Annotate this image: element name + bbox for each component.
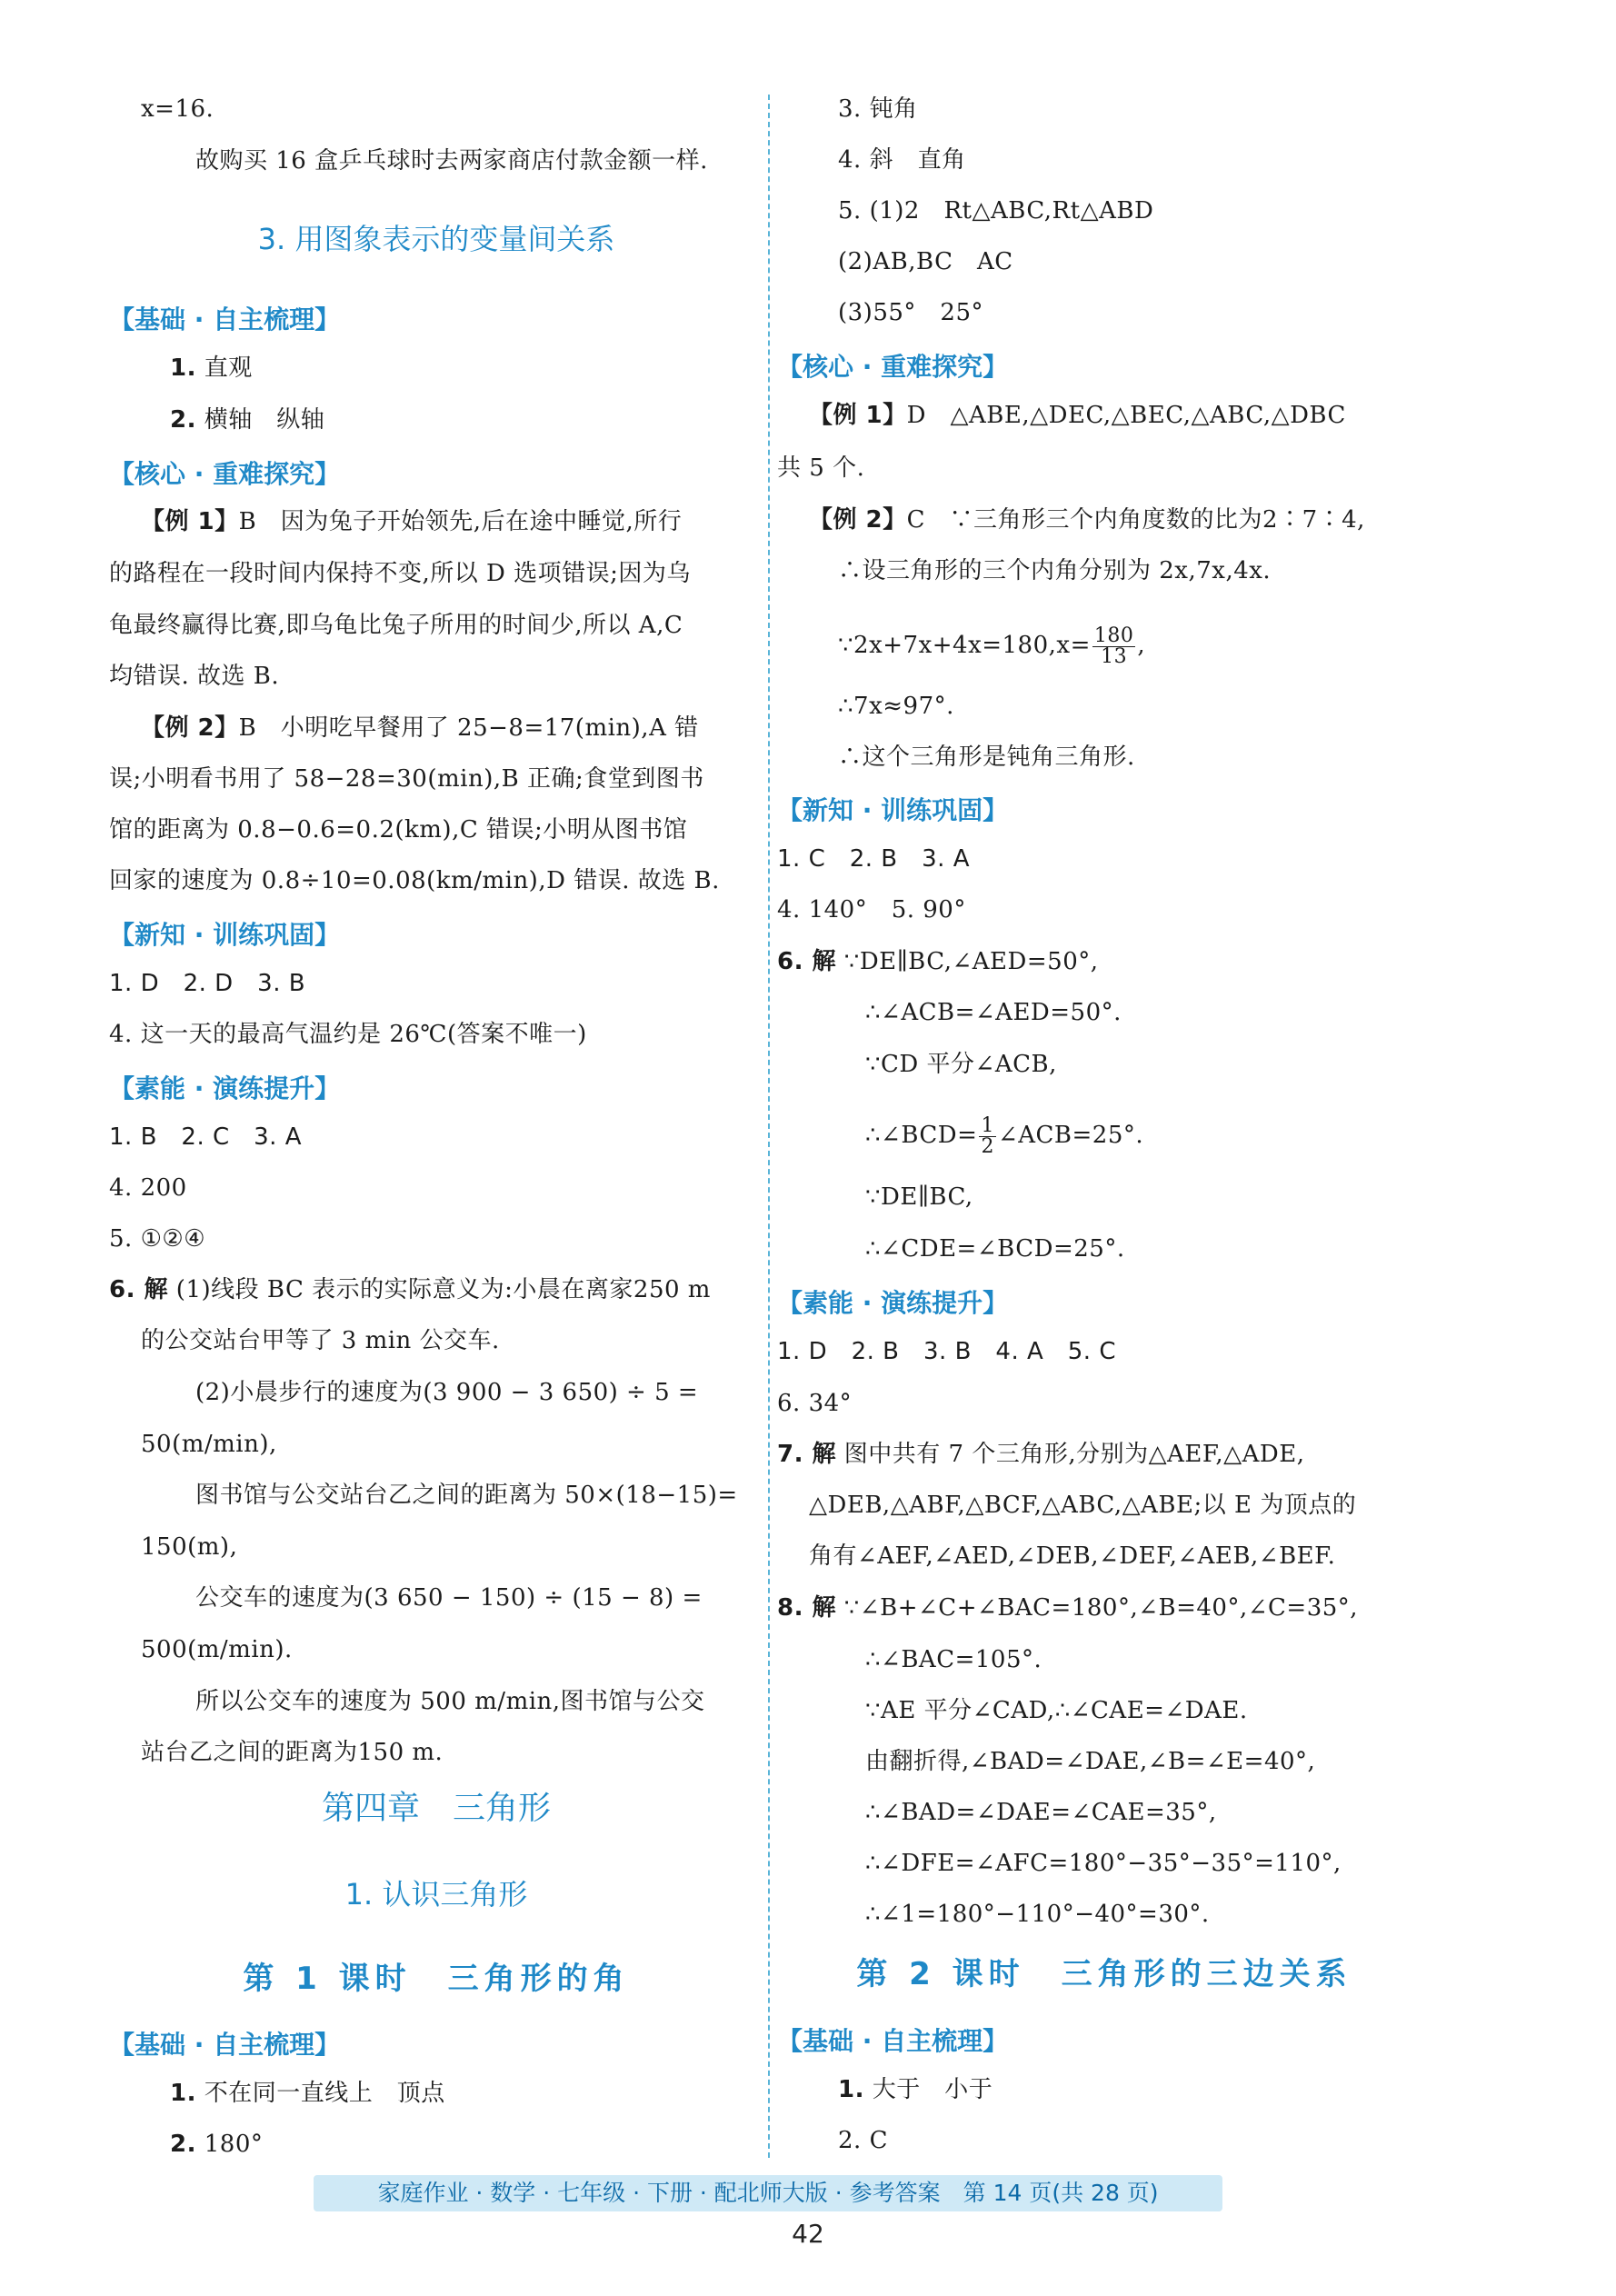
text-line: ∴∠ACB=∠AED=50°. — [865, 999, 1122, 1026]
example-text: C ∵三角形三个内角度数的比为2∶7∶4, — [906, 506, 1365, 534]
example-text: B 因为兔子开始领先,后在途中睡觉,所行 — [238, 508, 683, 535]
answer-line — [109, 1275, 711, 1304]
example-text: D △ABE,△DEC,△BEC,△ABC,△DBC — [906, 402, 1346, 429]
column-divider — [768, 95, 770, 2158]
text-line: 所以公交车的速度为 500 m/min,图书馆与公交 — [195, 1688, 705, 1715]
answer-line: 5. (1)2 Rt△ABC,Rt△ABD — [838, 197, 1154, 225]
text-line: 150(m), — [141, 1533, 238, 1561]
answer-line: 4. 斜 直角 — [838, 146, 966, 174]
fraction-numerator: 1 — [981, 1113, 994, 1137]
text-line: ∴∠BAD=∠DAE=∠CAE=35°, — [865, 1799, 1217, 1826]
answer-line: 4. 这一天的最高气温约是 26℃(答案不唯一) — [109, 1021, 587, 1048]
answer-text: (1)线段 BC 表示的实际意义为:小晨在离家250 m — [168, 1276, 711, 1303]
answer-line — [777, 947, 1099, 976]
answer-line: 1. D 2. B 3. B 4. A 5. C — [777, 1338, 1116, 1365]
text-line: 图书馆与公交站台乙之间的距离为 50×(18−15)= — [195, 1482, 738, 1509]
fraction — [979, 1113, 996, 1158]
equation-text: , — [1137, 632, 1146, 659]
text-line: 共 5 个. — [777, 454, 865, 482]
answer-line: 5. ①②④ — [109, 1225, 205, 1253]
text-line: 站台乙之间的距离为150 m. — [141, 1739, 444, 1766]
answer-line: 6. 34° — [777, 1390, 853, 1417]
text-line: △DEB,△ABF,△BCF,△ABC,△ABE;以 E 为顶点的 — [809, 1492, 1357, 1519]
text-line: 龟最终赢得比赛,即乌龟比兔子所用的时间少,所以 A,C — [109, 612, 683, 639]
item-number: 6. 解 — [777, 948, 837, 975]
text-line: 故购买 16 盒乒乓球时去两家商店付款金额一样. — [195, 147, 708, 175]
item-number: 2. — [170, 406, 196, 434]
text-line: 馆的距离为 0.8−0.6=0.2(km),C 错误;小明从图书馆 — [109, 816, 688, 844]
section-header-hexin: 【核心 · 重难探究】 — [777, 352, 1009, 382]
text-line: ∴∠CDE=∠BCD=25°. — [865, 1235, 1125, 1263]
text-line: x=16. — [141, 95, 214, 123]
section-header-xinzhi: 【新知 · 训练巩固】 — [777, 795, 1009, 825]
section-header-xinzhi: 【新知 · 训练巩固】 — [109, 920, 341, 950]
text-line: 500(m/min). — [141, 1636, 293, 1663]
item-number: 2. — [170, 2131, 196, 2158]
text-line: 误;小明看书用了 58−28=30(min),B 正确;食堂到图书 — [109, 765, 704, 793]
text-line: (2)小晨步行的速度为(3 900 − 3 650) ÷ 5 = — [195, 1379, 699, 1406]
text-line: 由翻折得,∠BAD=∠DAE,∠B=∠E=40°, — [865, 1748, 1316, 1775]
example-line — [141, 714, 699, 743]
text-line: 角有∠AEF,∠AED,∠DEB,∠DEF,∠AEB,∠BEF. — [809, 1542, 1336, 1570]
answer-line: 3. 钝角 — [838, 95, 918, 123]
answer-line — [777, 1440, 1305, 1469]
text-line: ∵CD 平分∠ACB, — [865, 1051, 1057, 1078]
answer-line: 4. 140° 5. 90° — [777, 896, 966, 923]
fraction — [1092, 626, 1136, 667]
text-line: 回家的速度为 0.8÷10=0.08(km/min),D 错误. 故选 B. — [109, 867, 720, 894]
answer-line: 1. D 2. D 3. B — [109, 970, 306, 997]
text-line: ∴∠1=180°−110°−40°=30°. — [865, 1901, 1210, 1928]
answer-text: 图中共有 7 个三角形,分别为△AEF,△ADE, — [836, 1441, 1305, 1468]
section-header-hexin: 【核心 · 重难探究】 — [109, 459, 341, 489]
answer-text: ∵∠B+∠C+∠BAC=180°,∠B=40°,∠C=35°, — [836, 1594, 1359, 1622]
answer-line — [170, 354, 253, 383]
answer-line: 1. C 2. B 3. A — [777, 845, 970, 873]
lesson-title: 第 1 课时 三角形的角 — [243, 1961, 630, 1997]
text-line: 公交车的速度为(3 650 − 150) ÷ (15 − 8) = — [195, 1584, 703, 1612]
answer-line: 2. C — [838, 2127, 888, 2154]
text-line: ∵AE 平分∠CAD,∴∠CAE=∠DAE. — [865, 1697, 1248, 1724]
text-line: 的公交站台甲等了 3 min 公交车. — [141, 1327, 500, 1354]
equation-text: ∵2x+7x+4x=180,x= — [838, 632, 1091, 659]
answer-line — [170, 405, 324, 434]
answer-text: 横轴 纵轴 — [195, 406, 325, 434]
text-line: 50(m/min), — [141, 1431, 277, 1458]
answer-text: 直观 — [195, 354, 253, 382]
section-header-jichu: 【基础 · 自主梳理】 — [777, 2026, 1009, 2056]
item-number: 1. — [170, 354, 196, 382]
answer-line: (2)AB,BC AC — [838, 248, 1013, 275]
item-number: 1. — [170, 2080, 196, 2107]
example-text: B 小明吃早餐用了 25−8=17(min),A 错 — [238, 714, 699, 742]
answer-text: ∵DE∥BC,∠AED=50°, — [836, 948, 1099, 975]
item-number: 7. 解 — [777, 1441, 837, 1468]
text-line: ∴∠BAC=105°. — [865, 1646, 1042, 1673]
answer-line: 4. 200 — [109, 1174, 187, 1202]
lesson-title: 第 2 课时 三角形的三边关系 — [856, 1956, 1352, 1992]
example-line — [809, 505, 1365, 534]
text-line: 均错误. 故选 B. — [109, 663, 280, 690]
fraction-denominator: 13 — [1101, 644, 1128, 668]
text-line: ∴7x≈97°. — [838, 693, 954, 720]
text-line: ∴这个三角形是钝角三角形. — [838, 744, 1135, 771]
text-line: ∴∠DFE=∠AFC=180°−35°−35°=110°, — [865, 1850, 1342, 1877]
equation-line — [838, 624, 1145, 667]
footer-band: 家庭作业 · 数学 · 七年级 · 下册 · 配北师大版 · 参考答案 第 14 页(共 28 页) — [314, 2175, 1222, 2211]
example-label: 【例 2】 — [809, 506, 907, 534]
equation-text: ∴∠BCD= — [865, 1122, 978, 1149]
equation-text: ∠ACB=25°. — [997, 1122, 1144, 1149]
fraction-numerator: 180 — [1093, 624, 1134, 647]
item-number: 6. 解 — [109, 1276, 169, 1303]
answer-line — [838, 2075, 993, 2104]
section-title: 3. 用图象表示的变量间关系 — [257, 222, 615, 256]
text-line: ∴设三角形的三个内角分别为 2x,7x,4x. — [838, 557, 1272, 584]
answer-line — [170, 2130, 263, 2159]
section-header-jichu: 【基础 · 自主梳理】 — [109, 304, 341, 334]
section-header-suneng: 【素能 · 演练提升】 — [777, 1288, 1009, 1318]
answer-text: 不在同一直线上 顶点 — [195, 2080, 445, 2107]
answer-line — [170, 2079, 445, 2108]
equation-line — [865, 1113, 1143, 1157]
item-number: 8. 解 — [777, 1594, 837, 1622]
answer-line: 1. B 2. C 3. A — [109, 1123, 302, 1151]
text-line: 的路程在一段时间内保持不变,所以 D 选项错误;因为乌 — [109, 560, 691, 587]
answer-text: 180° — [195, 2131, 264, 2158]
fraction-denominator: 2 — [981, 1134, 994, 1158]
example-label: 【例 2】 — [141, 714, 239, 742]
section-header-suneng: 【素能 · 演练提升】 — [109, 1073, 341, 1103]
example-line — [141, 507, 682, 536]
answer-line: (3)55° 25° — [838, 299, 983, 326]
example-label: 【例 1】 — [141, 508, 239, 535]
item-number: 1. — [838, 2076, 864, 2103]
example-line — [809, 401, 1346, 430]
example-label: 【例 1】 — [809, 402, 907, 429]
text-line: ∵DE∥BC, — [865, 1183, 973, 1211]
page-number: 42 — [792, 2219, 824, 2249]
section-title: 1. 认识三角形 — [344, 1877, 528, 1912]
chapter-title: 第四章 三角形 — [321, 1790, 551, 1827]
answer-line — [777, 1593, 1358, 1622]
section-header-jichu: 【基础 · 自主梳理】 — [109, 2030, 341, 2060]
answer-text: 大于 小于 — [863, 2076, 993, 2103]
